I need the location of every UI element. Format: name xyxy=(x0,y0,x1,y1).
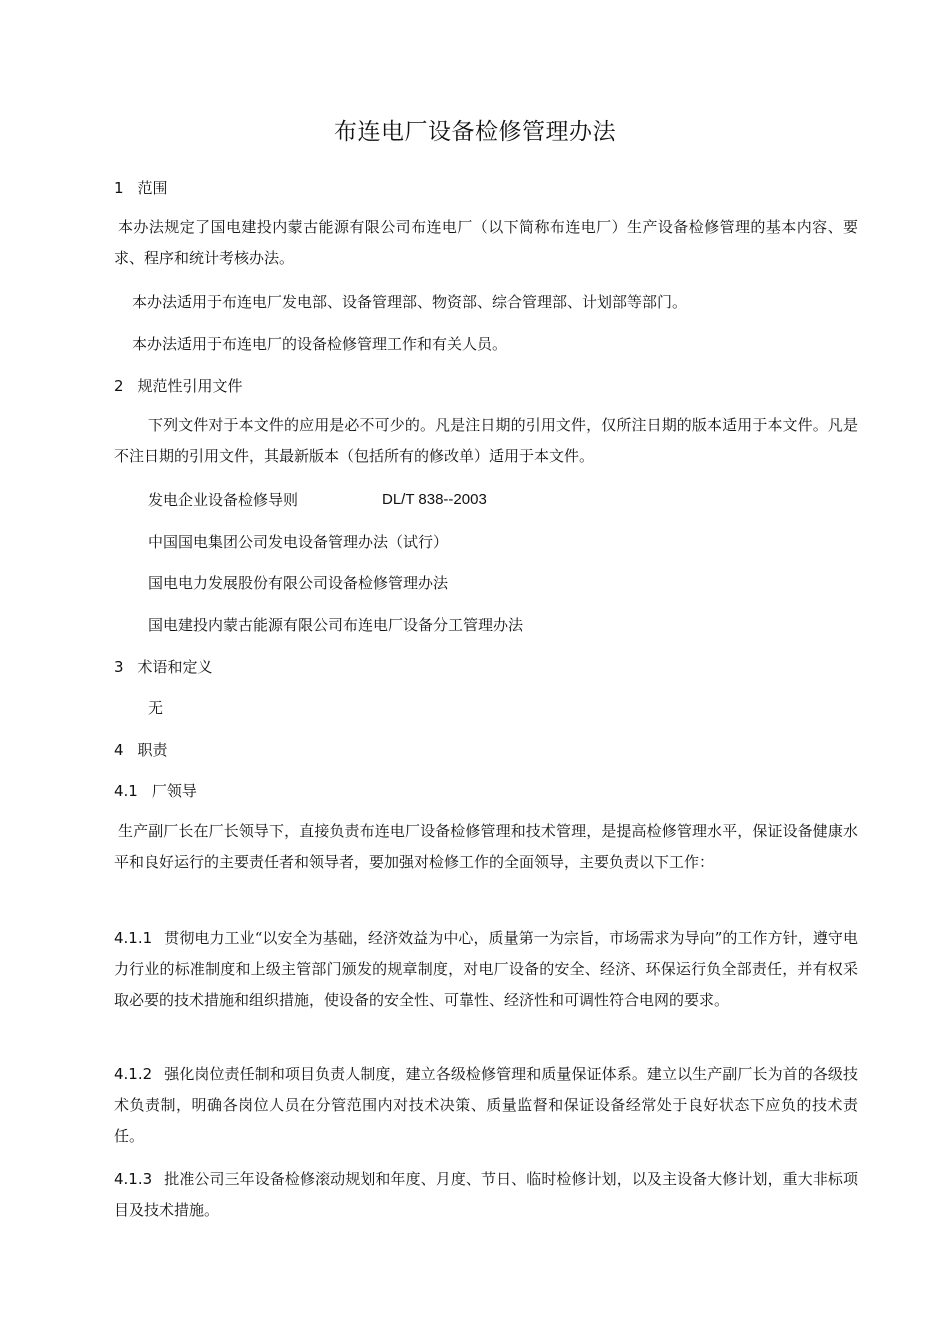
paragraph-references-intro: 下列文件对于本文件的应用是必不可少的。凡是注日期的引用文件，仅所注日期的版本适用于本文件。凡是不注日期的引用文件，其最新版本（包括所有的修改单）适用于本文件。 xyxy=(114,416,858,465)
paragraph-leader-intro: 生产副厂长在厂长领导下，直接负责布连电厂设备检修管理和技术管理，是提高检修管理水平，保证设备健康水平和良好运行的主要责任者和领导者，要加强对检修工作的全面领导，主要负责以下工作： xyxy=(114,822,858,871)
duty-number: 4.1.3 xyxy=(114,1170,153,1188)
reference-code: DL/T 838--2003 xyxy=(382,491,487,508)
reference-name: 国电电力发展股份有限公司设备检修管理办法 xyxy=(148,574,449,592)
paragraph-scope-2: 本办法适用于布连电厂发电部、设备管理部、物资部、综合管理部、计划部等部门。 xyxy=(132,293,688,311)
duty-number: 4.1.1 xyxy=(114,929,153,947)
section-title: 厂领导 xyxy=(151,782,197,800)
reference-item xyxy=(148,613,523,637)
reference-name: 发电企业设备检修导则 xyxy=(148,491,299,509)
paragraph-scope-3: 本办法适用于布连电厂的设备检修管理工作和有关人员。 xyxy=(132,335,508,353)
document-title: 布连电厂设备检修管理办法 xyxy=(334,119,616,145)
reference-item xyxy=(148,530,448,554)
section-title: 范围 xyxy=(137,179,168,197)
duty-number: 4.1.2 xyxy=(114,1065,153,1083)
section-number: 3 xyxy=(114,658,124,676)
duty-item xyxy=(114,1059,858,1152)
section-heading-scope xyxy=(114,176,168,200)
section-number: 2 xyxy=(114,377,124,395)
reference-name: 国电建投内蒙古能源有限公司布连电厂设备分工管理办法 xyxy=(148,616,524,634)
duty-text: 强化岗位责任制和项目负责人制度，建立各级检修管理和质量保证体系。建立以生产副厂长为首的各级技术负责制，明确各岗位人员在分管范围内对技术决策、质量监督和保证设备经常处于良好状态下应负的技术责任。 xyxy=(114,1065,858,1145)
section-heading-duties xyxy=(114,738,168,762)
terms-body: 无 xyxy=(148,699,164,717)
section-number: 4 xyxy=(114,741,124,759)
duty-item xyxy=(114,1164,858,1226)
duty-item xyxy=(114,923,858,1016)
reference-name: 中国国电集团公司发电设备管理办法（试行） xyxy=(148,533,449,551)
section-number: 1 xyxy=(114,179,124,197)
reference-item xyxy=(148,488,487,512)
subsection-heading-leaders xyxy=(114,779,197,803)
duty-text: 批准公司三年设备检修滚动规划和年度、月度、节日、临时检修计划，以及主设备大修计划，重大非标项目及技术措施。 xyxy=(114,1170,858,1219)
section-title: 术语和定义 xyxy=(137,658,213,676)
section-title: 职责 xyxy=(137,741,168,759)
duty-text: 贯彻电力工业“以安全为基础，经济效益为中心，质量第一为宗旨，市场需求为导向”的工作方针，遵守电力行业的标准制度和上级主管部门颁发的规章制度，对电厂设备的安全、经济、环保运行负全部责任，并有权采取必要的技术措施和组织措施，使设备的安全性、可靠性、经济性和可调性符合电网的要求。 xyxy=(114,929,858,1009)
section-number: 4.1 xyxy=(114,782,138,800)
section-title: 规范性引用文件 xyxy=(137,377,243,395)
section-heading-terms xyxy=(114,655,213,679)
paragraph-scope-1: 本办法规定了国电建投内蒙古能源有限公司布连电厂（以下简称布连电厂）生产设备检修管理的基本内容、要求、程序和统计考核办法。 xyxy=(114,218,858,267)
section-heading-references xyxy=(114,374,243,398)
reference-item xyxy=(148,571,448,595)
